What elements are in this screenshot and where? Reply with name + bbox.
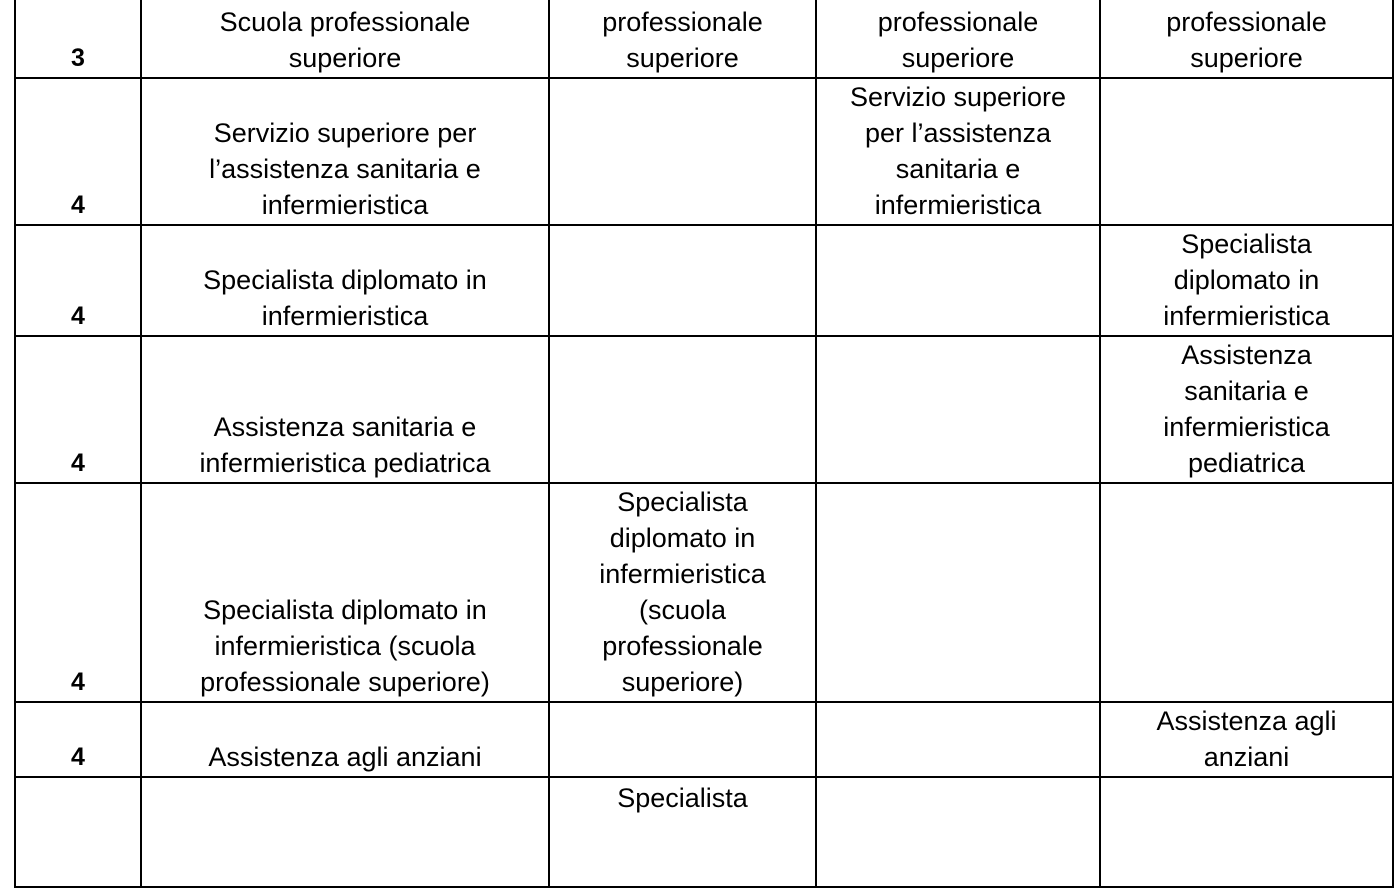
level-value: 4: [71, 668, 85, 696]
description-cell: [141, 483, 549, 702]
level-value: 3: [71, 44, 85, 72]
description-cell: [141, 78, 549, 225]
level-cell: [15, 0, 141, 78]
description-cell: [141, 0, 549, 78]
column-2-text: Specialista: [617, 783, 748, 813]
level-cell: [15, 702, 141, 777]
column-4-cell: [1100, 225, 1393, 336]
column-3-cell: [816, 483, 1100, 702]
description-cell: [141, 336, 549, 483]
column-4-cell: [1100, 702, 1393, 777]
table-row: [15, 225, 1393, 336]
column-2-cell: [549, 702, 816, 777]
column-2-cell: [549, 225, 816, 336]
level-cell: [15, 225, 141, 336]
table-row: [15, 483, 1393, 702]
column-4-cell: [1100, 483, 1393, 702]
column-2-cell: [549, 336, 816, 483]
level-value: 4: [71, 302, 85, 330]
column-3-cell: [816, 78, 1100, 225]
column-2-cell: [549, 78, 816, 225]
column-4-cell: [1100, 78, 1393, 225]
description-cell: [141, 225, 549, 336]
column-4-text: Assistenza agli anziani: [1156, 706, 1337, 772]
description-text: Specialista diplomato in infermieristica: [203, 265, 487, 331]
document-table: [14, 0, 1394, 888]
level-value: 4: [71, 743, 85, 771]
table-row: [15, 78, 1393, 225]
level-cell: [15, 336, 141, 483]
column-4-cell: [1100, 0, 1393, 78]
column-2-cell: [549, 483, 816, 702]
description-text: Specialista diplomato in infermieristica (scuola professionale superiore): [200, 595, 490, 697]
description-cell: [141, 777, 549, 887]
level-value: 4: [71, 449, 85, 477]
description-text: Assistenza sanitaria e infermieristica pediatrica: [199, 412, 491, 478]
table-row: [15, 777, 1393, 887]
column-3-cell: [816, 702, 1100, 777]
column-2-cell: [549, 777, 816, 887]
column-3-text: Servizio superiore per l’assistenza sanitaria e infermieristica: [849, 82, 1067, 220]
level-cell: [15, 483, 141, 702]
table-row: [15, 702, 1393, 777]
column-3-cell: [816, 225, 1100, 336]
column-4-text: Specialista diplomato in infermieristica: [1163, 229, 1330, 331]
column-4-text: professionale superiore: [1166, 7, 1327, 73]
table-row: [15, 0, 1393, 78]
column-2-cell: [549, 0, 816, 78]
level-value: 4: [71, 191, 85, 219]
description-text: Assistenza agli anziani: [208, 742, 482, 772]
column-4-text: Assistenza sanitaria e infermieristica pediatrica: [1163, 340, 1330, 478]
column-3-cell: [816, 0, 1100, 78]
level-cell: [15, 777, 141, 887]
column-4-cell: [1100, 777, 1393, 887]
description-cell: [141, 702, 549, 777]
column-4-cell: [1100, 336, 1393, 483]
column-2-text: Specialista diplomato in infermieristica (scuola professionale superiore): [599, 487, 766, 697]
column-3-cell: [816, 777, 1100, 887]
column-3-text: professionale superiore: [877, 7, 1039, 73]
table-row: [15, 336, 1393, 483]
column-3-cell: [816, 336, 1100, 483]
description-text: Servizio superiore per l’assistenza sanitaria e infermieristica: [209, 118, 481, 220]
column-2-text: professionale superiore: [602, 7, 763, 73]
description-text: Scuola professionale superiore: [219, 7, 471, 73]
level-cell: [15, 78, 141, 225]
